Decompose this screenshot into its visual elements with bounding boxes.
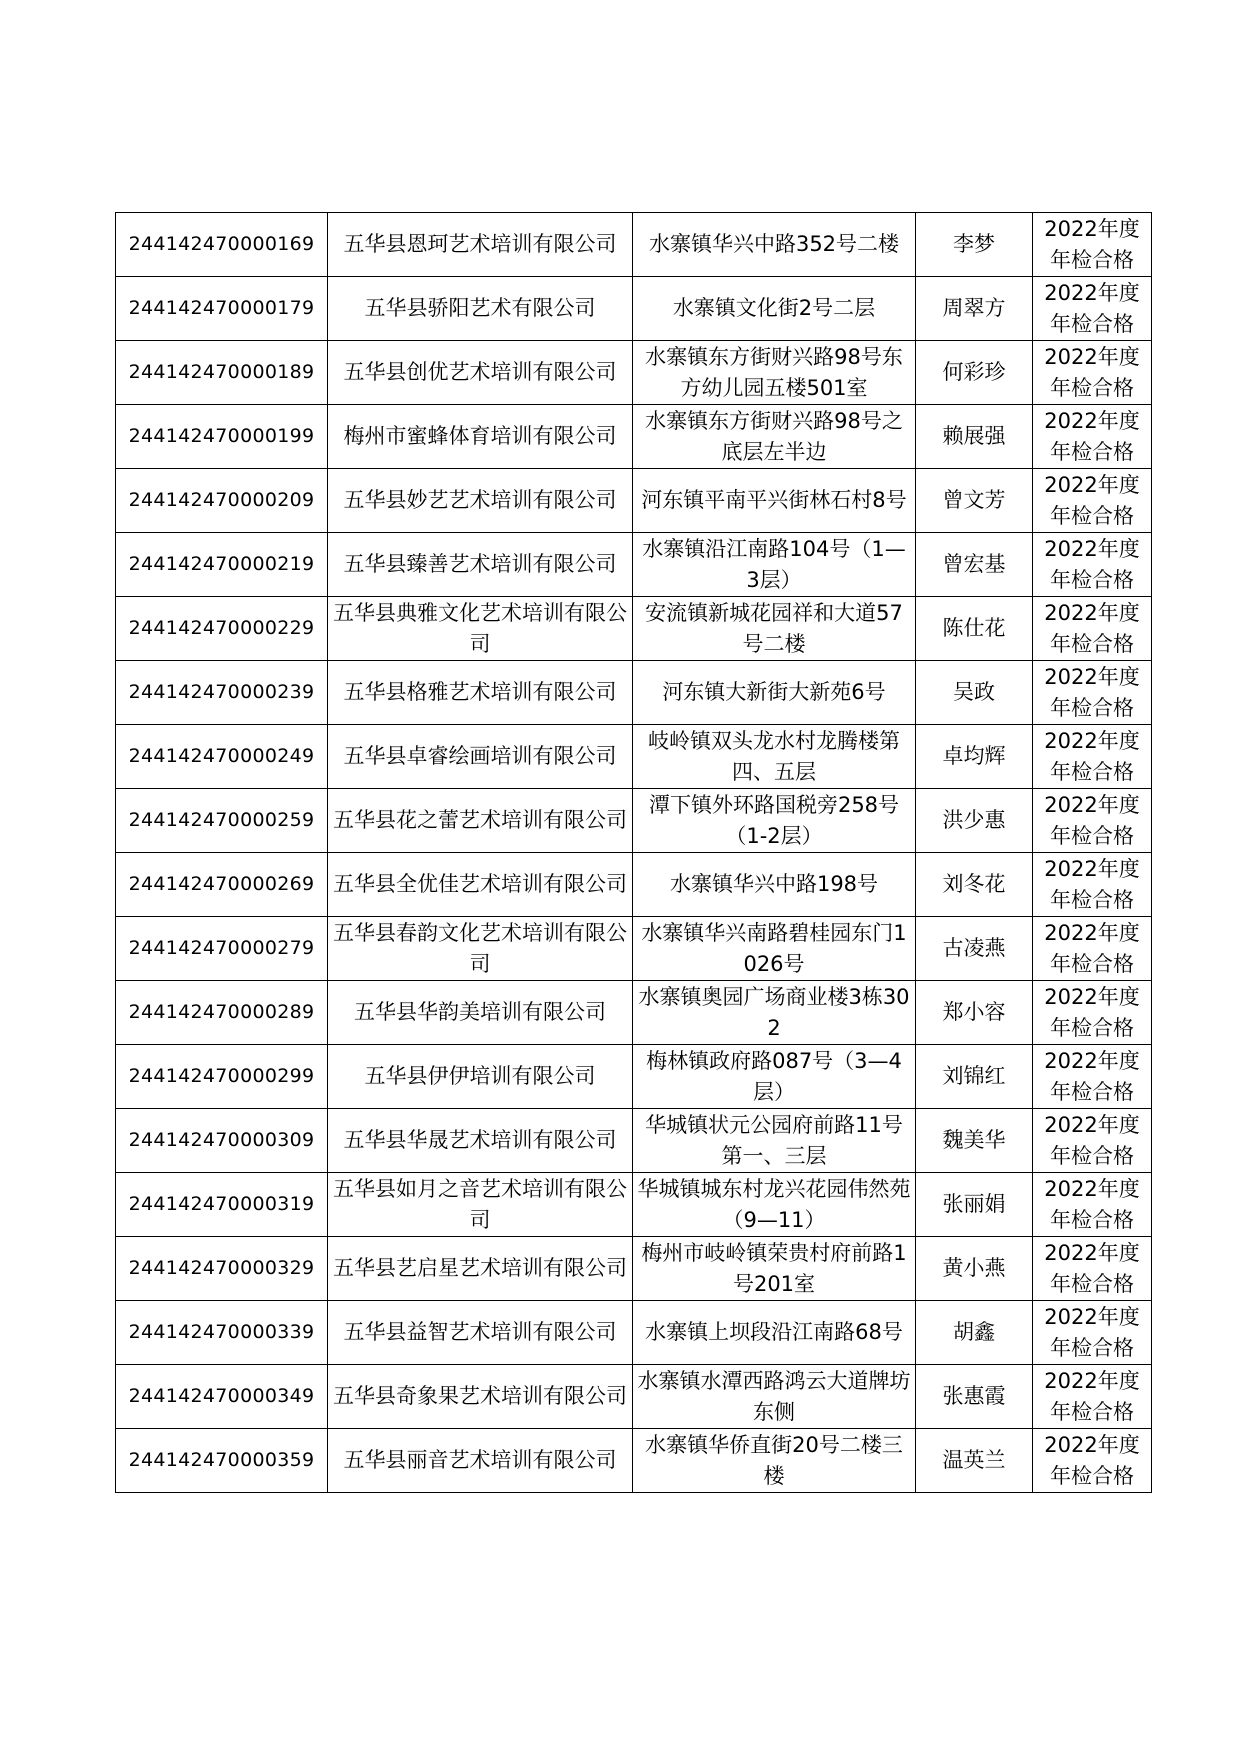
organization-address: 水寨镇华兴中路198号: [633, 853, 916, 917]
registry-table: [115, 212, 1152, 1493]
table-row: [116, 789, 1152, 853]
registration-code: 244142470000349: [116, 1365, 328, 1429]
registration-code: 244142470000339: [116, 1301, 328, 1365]
registration-code: 244142470000179: [116, 277, 328, 341]
organization-address: 华城镇状元公园府前路11号第一、三层: [633, 1109, 916, 1173]
registration-code: 244142470000209: [116, 469, 328, 533]
inspection-status: 2022年度年检合格: [1033, 981, 1152, 1045]
inspection-status: 2022年度年检合格: [1033, 213, 1152, 277]
table-row: [116, 597, 1152, 661]
organization-name: 五华县花之蕾艺术培训有限公司: [328, 789, 633, 853]
table-row: [116, 981, 1152, 1045]
legal-representative: 刘锦红: [916, 1045, 1033, 1109]
organization-address: 水寨镇华兴中路352号二楼: [633, 213, 916, 277]
inspection-status: 2022年度年检合格: [1033, 789, 1152, 853]
inspection-status: 2022年度年检合格: [1033, 277, 1152, 341]
legal-representative: 李梦: [916, 213, 1033, 277]
table-row: [116, 469, 1152, 533]
legal-representative: 刘冬花: [916, 853, 1033, 917]
organization-name: 五华县妙艺艺术培训有限公司: [328, 469, 633, 533]
table-row: [116, 1301, 1152, 1365]
legal-representative: 何彩珍: [916, 341, 1033, 405]
registration-code: 244142470000299: [116, 1045, 328, 1109]
registration-code: 244142470000319: [116, 1173, 328, 1237]
organization-address: 水寨镇东方街财兴路98号东方幼儿园五楼501室: [633, 341, 916, 405]
table-row: [116, 533, 1152, 597]
registration-code: 244142470000289: [116, 981, 328, 1045]
table-row: [116, 405, 1152, 469]
legal-representative: 郑小容: [916, 981, 1033, 1045]
organization-name: 五华县典雅文化艺术培训有限公司: [328, 597, 633, 661]
registration-code: 244142470000239: [116, 661, 328, 725]
inspection-status: 2022年度年检合格: [1033, 1365, 1152, 1429]
inspection-status: 2022年度年检合格: [1033, 1429, 1152, 1493]
organization-name: 五华县春韵文化艺术培训有限公司: [328, 917, 633, 981]
organization-name: 五华县臻善艺术培训有限公司: [328, 533, 633, 597]
organization-name: 五华县艺启星艺术培训有限公司: [328, 1237, 633, 1301]
organization-address: 华城镇城东村龙兴花园伟然苑（9—11）: [633, 1173, 916, 1237]
legal-representative: 张惠霞: [916, 1365, 1033, 1429]
organization-address: 安流镇新城花园祥和大道57号二楼: [633, 597, 916, 661]
inspection-status: 2022年度年检合格: [1033, 1045, 1152, 1109]
inspection-status: 2022年度年检合格: [1033, 853, 1152, 917]
table-row: [116, 1429, 1152, 1493]
legal-representative: 古凌燕: [916, 917, 1033, 981]
organization-name: 五华县奇象果艺术培训有限公司: [328, 1365, 633, 1429]
organization-name: 五华县益智艺术培训有限公司: [328, 1301, 633, 1365]
organization-address: 水寨镇奥园广场商业楼3栋302: [633, 981, 916, 1045]
legal-representative: 胡鑫: [916, 1301, 1033, 1365]
inspection-status: 2022年度年检合格: [1033, 917, 1152, 981]
table-row: [116, 661, 1152, 725]
organization-address: 水寨镇东方街财兴路98号之底层左半边: [633, 405, 916, 469]
organization-name: 五华县华晟艺术培训有限公司: [328, 1109, 633, 1173]
legal-representative: 赖展强: [916, 405, 1033, 469]
table-row: [116, 1045, 1152, 1109]
legal-representative: 温英兰: [916, 1429, 1033, 1493]
table-row: [116, 277, 1152, 341]
inspection-status: 2022年度年检合格: [1033, 469, 1152, 533]
registration-code: 244142470000189: [116, 341, 328, 405]
organization-address: 梅林镇政府路087号（3—4层）: [633, 1045, 916, 1109]
registration-code: 244142470000359: [116, 1429, 328, 1493]
organization-name: 五华县恩珂艺术培训有限公司: [328, 213, 633, 277]
inspection-status: 2022年度年检合格: [1033, 725, 1152, 789]
table-row: [116, 341, 1152, 405]
inspection-status: 2022年度年检合格: [1033, 1237, 1152, 1301]
organization-address: 河东镇大新街大新苑6号: [633, 661, 916, 725]
inspection-status: 2022年度年检合格: [1033, 661, 1152, 725]
organization-address: 潭下镇外环路国税旁258号（1-2层）: [633, 789, 916, 853]
organization-address: 水寨镇沿江南路104号（1—3层）: [633, 533, 916, 597]
organization-name: 五华县骄阳艺术有限公司: [328, 277, 633, 341]
table-row: [116, 725, 1152, 789]
table-row: [116, 213, 1152, 277]
registration-code: 244142470000249: [116, 725, 328, 789]
legal-representative: 吴政: [916, 661, 1033, 725]
legal-representative: 曾文芳: [916, 469, 1033, 533]
legal-representative: 陈仕花: [916, 597, 1033, 661]
legal-representative: 洪少惠: [916, 789, 1033, 853]
organization-name: 五华县丽音艺术培训有限公司: [328, 1429, 633, 1493]
registration-code: 244142470000229: [116, 597, 328, 661]
table-row: [116, 1109, 1152, 1173]
table-row: [116, 853, 1152, 917]
legal-representative: 张丽娟: [916, 1173, 1033, 1237]
registration-code: 244142470000199: [116, 405, 328, 469]
inspection-status: 2022年度年检合格: [1033, 1301, 1152, 1365]
organization-name: 五华县创优艺术培训有限公司: [328, 341, 633, 405]
inspection-status: 2022年度年检合格: [1033, 341, 1152, 405]
legal-representative: 周翠方: [916, 277, 1033, 341]
inspection-status: 2022年度年检合格: [1033, 1173, 1152, 1237]
organization-name: 五华县卓睿绘画培训有限公司: [328, 725, 633, 789]
inspection-status: 2022年度年检合格: [1033, 1109, 1152, 1173]
organization-address: 水寨镇上坝段沿江南路68号: [633, 1301, 916, 1365]
organization-address: 岐岭镇双头龙水村龙腾楼第四、五层: [633, 725, 916, 789]
legal-representative: 黄小燕: [916, 1237, 1033, 1301]
registration-code: 244142470000269: [116, 853, 328, 917]
registration-code: 244142470000219: [116, 533, 328, 597]
organization-address: 水寨镇水潭西路鸿云大道牌坊东侧: [633, 1365, 916, 1429]
inspection-status: 2022年度年检合格: [1033, 405, 1152, 469]
registration-code: 244142470000169: [116, 213, 328, 277]
legal-representative: 曾宏基: [916, 533, 1033, 597]
organization-name: 五华县格雅艺术培训有限公司: [328, 661, 633, 725]
registration-code: 244142470000329: [116, 1237, 328, 1301]
table-row: [116, 1173, 1152, 1237]
organization-address: 水寨镇华兴南路碧桂园东门1026号: [633, 917, 916, 981]
legal-representative: 魏美华: [916, 1109, 1033, 1173]
organization-name: 五华县全优佳艺术培训有限公司: [328, 853, 633, 917]
organization-name: 五华县伊伊培训有限公司: [328, 1045, 633, 1109]
registration-code: 244142470000309: [116, 1109, 328, 1173]
table-row: [116, 1237, 1152, 1301]
organization-address: 河东镇平南平兴街林石村8号: [633, 469, 916, 533]
table-row: [116, 1365, 1152, 1429]
organization-name: 梅州市蜜蜂体育培训有限公司: [328, 405, 633, 469]
table-row: [116, 917, 1152, 981]
registration-code: 244142470000279: [116, 917, 328, 981]
inspection-status: 2022年度年检合格: [1033, 597, 1152, 661]
organization-address: 水寨镇文化街2号二层: [633, 277, 916, 341]
organization-address: 梅州市岐岭镇荣贵村府前路1号201室: [633, 1237, 916, 1301]
legal-representative: 卓均辉: [916, 725, 1033, 789]
organization-name: 五华县如月之音艺术培训有限公司: [328, 1173, 633, 1237]
organization-address: 水寨镇华侨直街20号二楼三楼: [633, 1429, 916, 1493]
organization-name: 五华县华韵美培训有限公司: [328, 981, 633, 1045]
registration-code: 244142470000259: [116, 789, 328, 853]
inspection-status: 2022年度年检合格: [1033, 533, 1152, 597]
